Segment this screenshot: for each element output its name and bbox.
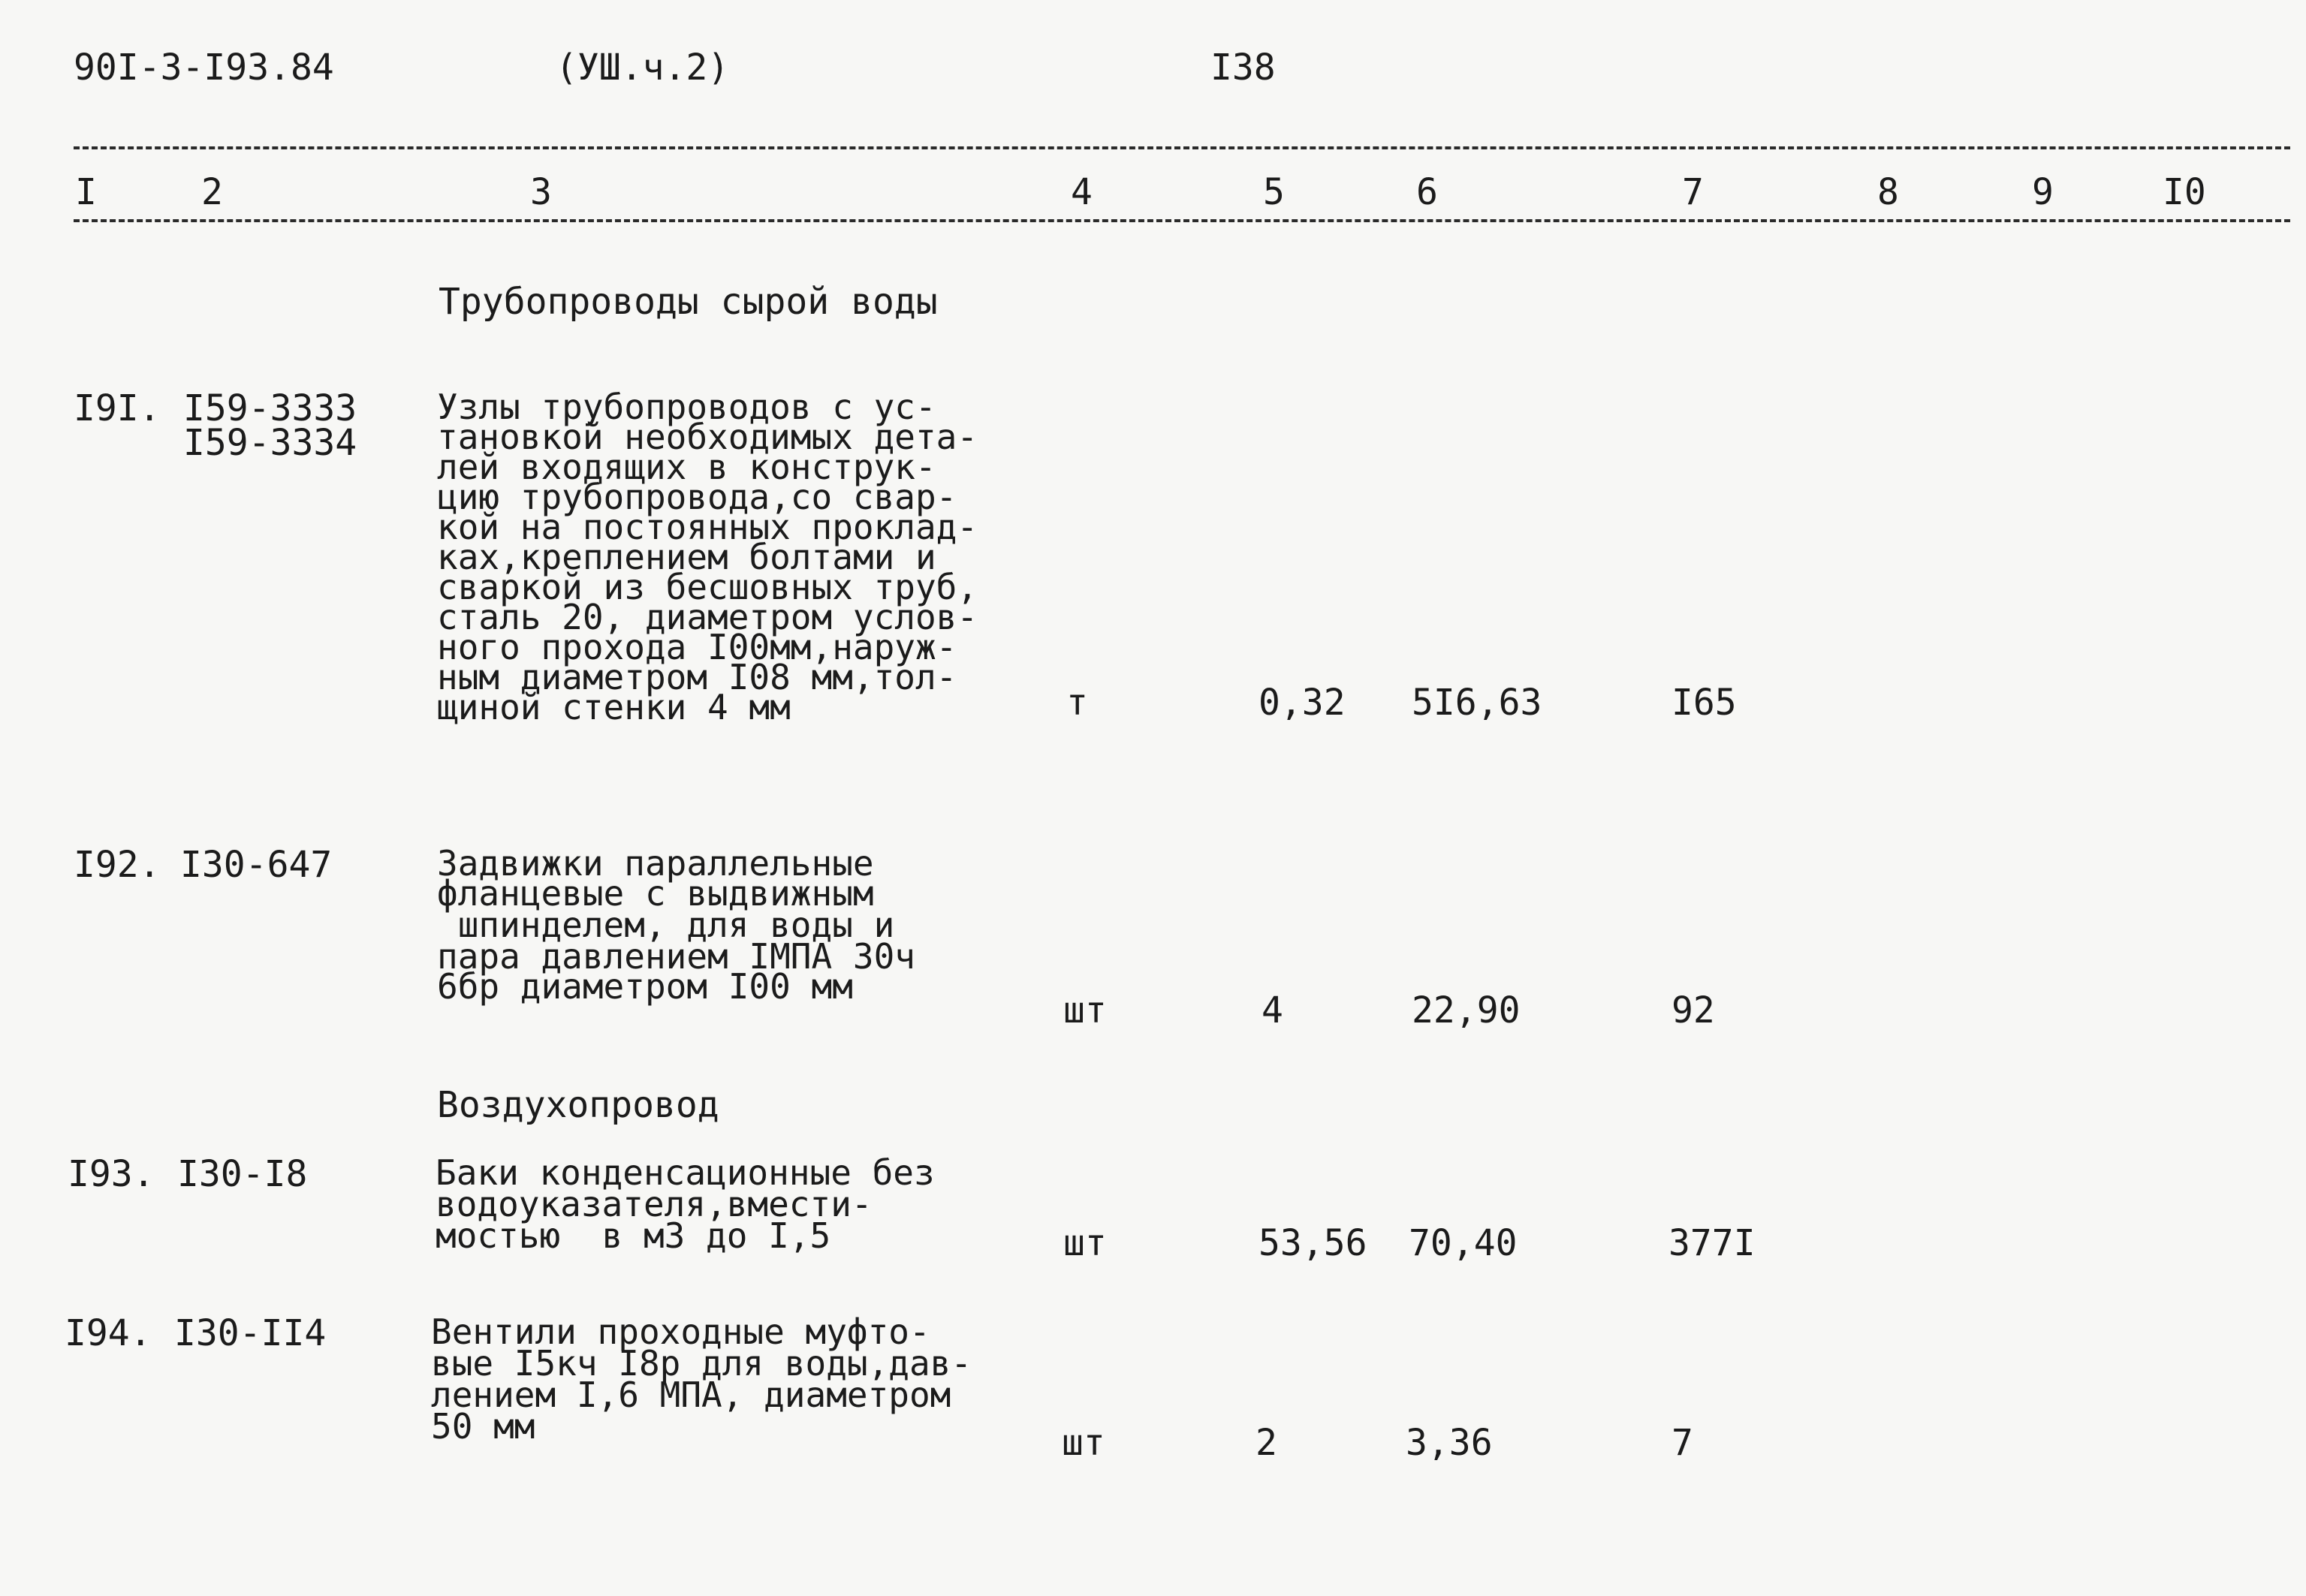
column-header-rule <box>74 219 2290 222</box>
column-number-3: 3 <box>530 171 552 213</box>
row-total: 377I <box>1668 1222 1756 1264</box>
row-code: I59-3333 <box>183 387 357 429</box>
column-number-8: 8 <box>1877 171 1899 213</box>
row-description-line: шпинделем, для воды и <box>437 905 895 945</box>
row-description-line: сваркой из бесшовных труб, <box>437 567 978 607</box>
row-description-line: кой на постоянных проклад- <box>437 507 978 547</box>
row-unit: шт <box>1063 1222 1107 1264</box>
column-number-4: 4 <box>1071 171 1093 213</box>
row-description-line: ках,креплением болтами и <box>437 537 936 577</box>
row-code: I30-II4 <box>174 1312 327 1354</box>
row-description-line: Узлы трубопроводов с ус- <box>437 387 936 427</box>
document-part: (УШ.ч.2) <box>556 47 730 89</box>
row-description-line: ным диаметром I08 мм,тол- <box>437 657 957 697</box>
row-quantity: 4 <box>1262 989 1283 1031</box>
row-description-line: мостью в м3 до I,5 <box>436 1215 831 1256</box>
row-total: 7 <box>1671 1422 1693 1464</box>
top-dashed-rule <box>74 146 2290 149</box>
row-code: I30-I8 <box>177 1153 308 1195</box>
row-unit-price: 22,90 <box>1412 989 1521 1031</box>
row-description-line: водоуказателя,вмести- <box>436 1184 873 1224</box>
row-number: I9I. <box>74 387 161 429</box>
column-number-6: 6 <box>1416 171 1438 213</box>
row-description-line: лением I,6 МПА, диаметром <box>431 1375 951 1415</box>
row-description-line: фланцевые с выдвижным <box>437 873 874 914</box>
section-heading-air-duct: Воздухопровод <box>437 1084 719 1126</box>
row-description-line: пара давлением IМПА 30ч <box>437 936 915 977</box>
row-description-line: 50 мм <box>431 1406 535 1447</box>
column-number-10: I0 <box>2163 171 2206 213</box>
column-number-5: 5 <box>1263 171 1285 213</box>
row-number: I94. <box>65 1312 152 1354</box>
row-unit-price: 5I6,63 <box>1412 682 1542 724</box>
row-quantity: 0,32 <box>1259 682 1346 724</box>
row-description-line: Баки конденсационные без <box>436 1152 935 1193</box>
row-description-line: лей входящих в конструк- <box>437 447 936 487</box>
row-unit-price: 3,36 <box>1406 1422 1493 1464</box>
row-unit: шт <box>1062 1422 1105 1464</box>
row-number: I92. <box>74 844 161 886</box>
row-number: I93. <box>68 1153 155 1195</box>
section-heading-raw-water: Трубопроводы сырой воды <box>439 281 938 323</box>
row-total: I65 <box>1671 682 1737 724</box>
row-description-line: вые I5кч I8р для воды,дав- <box>431 1343 972 1384</box>
row-description-line: Вентили проходные муфто- <box>431 1311 930 1352</box>
row-description-line: щиной стенки 4 мм <box>437 687 791 727</box>
column-number-7: 7 <box>1682 171 1704 213</box>
row-description-line: 6бр диаметром I00 мм <box>437 966 853 1007</box>
row-quantity: 2 <box>1255 1422 1277 1464</box>
column-number-9: 9 <box>2032 171 2054 213</box>
row-description-line: Задвижки параллельные <box>437 843 874 884</box>
row-description-line: ного прохода I00мм,наруж- <box>437 627 957 667</box>
row-unit: т <box>1066 682 1088 724</box>
row-code: I59-3334 <box>183 422 357 464</box>
row-total: 92 <box>1671 989 1715 1031</box>
page-number: I38 <box>1210 47 1276 89</box>
document-code: 90I-3-I93.84 <box>74 47 334 89</box>
row-quantity: 53,56 <box>1259 1222 1367 1264</box>
row-unit-price: 70,40 <box>1409 1222 1518 1264</box>
row-code: I30-647 <box>180 844 333 886</box>
row-description-line: сталь 20, диаметром услов- <box>437 597 978 637</box>
column-number-1: I <box>75 171 97 213</box>
row-unit: шт <box>1063 989 1107 1031</box>
row-description-line: тановкой необходимых дета- <box>437 417 978 457</box>
row-description-line: цию трубопровода,со свар- <box>437 477 957 517</box>
column-number-2: 2 <box>201 171 223 213</box>
